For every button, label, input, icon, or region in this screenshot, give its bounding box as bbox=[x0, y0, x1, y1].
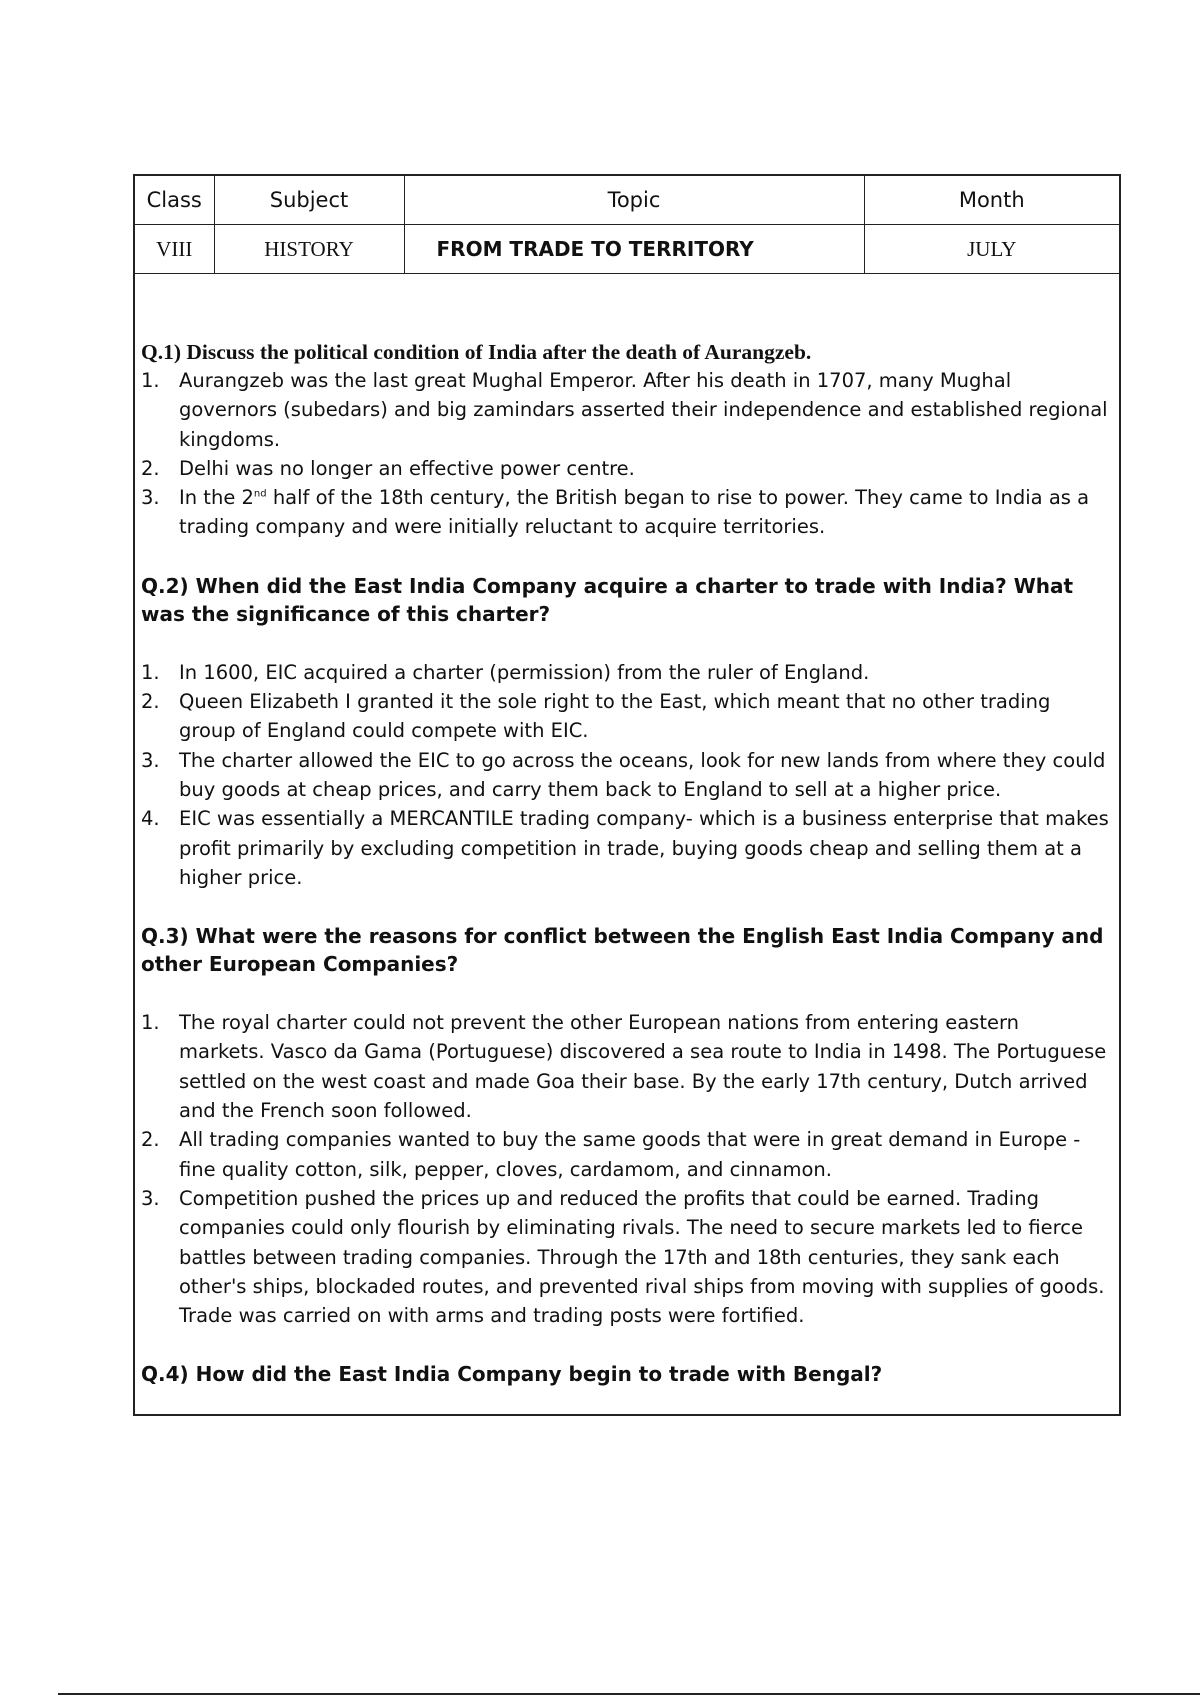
header-values-row bbox=[135, 225, 1119, 274]
answer-item: 4. EIC was essentially a MERCANTILE trading company- which is a business enterprise that makes profit primarily by excluding competition in trade, buying goods cheap and selling them at a higher price. bbox=[141, 807, 1109, 889]
header-table bbox=[135, 176, 1119, 274]
class-value: VIII bbox=[135, 225, 214, 274]
topic-label: Topic bbox=[404, 176, 864, 225]
answer-item: 3. Competition pushed the prices up and reduced the profits that could be earned. Trading companies could only flourish by eliminating rivals. The need to secure markets led to fierce battles between trading companies. Through the 17th and 18th centuries, they sank each other's ships, blockaded routes, and prevented rival ships from moving with supplies of goods. Trade was carried on with arms and trading posts were fortified. bbox=[141, 1186, 1105, 1328]
answer-item: 1. Aurangzeb was the last great Mughal Emperor. After his death in 1707, many Mughal governors (subedars) and big zamindars asserted their independence and established regional kingdoms. bbox=[141, 369, 1108, 451]
answer-item: 3. The charter allowed the EIC to go across the oceans, look for new lands from where they could buy goods at cheap prices, and carry them back to England to sell at a higher price. bbox=[141, 748, 1106, 801]
topic-value: FROM TRADE TO TERRITORY bbox=[404, 225, 864, 274]
subject-value: HISTORY bbox=[214, 225, 404, 274]
subject-label: Subject bbox=[214, 176, 404, 225]
month-label: Month bbox=[864, 176, 1119, 225]
answer-item: 1. In 1600, EIC acquired a charter (permission) from the ruler of England. bbox=[141, 660, 870, 684]
answer-list-1 bbox=[141, 366, 1109, 542]
question-3: Q.3) What were the reasons for conflict between the English East India Company and other European Companies? bbox=[141, 924, 1104, 977]
bottom-rule bbox=[58, 1693, 1200, 1695]
answer-item: 2. Delhi was no longer an effective power centre. bbox=[141, 456, 635, 480]
content-area bbox=[135, 274, 1119, 1414]
month-value: JULY bbox=[864, 225, 1119, 274]
header-labels-row bbox=[135, 176, 1119, 225]
answer-item: 2. All trading companies wanted to buy the same goods that were in great demand in Europe - fine quality cotton, silk, pepper, cloves, cardamom, and cinnamon. bbox=[141, 1128, 1081, 1181]
answer-item: 1. The royal charter could not prevent the other European nations from entering eastern markets. Vasco da Gama (Portuguese) discovered a sea route to India in 1498. The Portuguese settled on the west coast and made Goa their base. By the early 17th century, Dutch arrived and the French soon followed. bbox=[141, 1011, 1107, 1123]
question-4: Q.4) How did the East India Company begin to trade with Bengal? bbox=[141, 1362, 883, 1387]
worksheet-box bbox=[133, 174, 1121, 1416]
answer-list-3 bbox=[141, 1008, 1109, 1330]
answer-item: 2. Queen Elizabeth I granted it the sole right to the East, which meant that no other trading group of England could compete with EIC. bbox=[141, 690, 1051, 743]
question-1: Q.1) Discuss the political condition of India after the death of Aurangzeb. bbox=[141, 340, 812, 364]
answer-list-2 bbox=[141, 658, 1109, 892]
class-label: Class bbox=[135, 176, 214, 225]
answer-item: 3. In the 2nd half of the 18th century, the British began to rise to power. They came to India as a trading company and were initially reluctant to acquire territories. bbox=[141, 486, 1090, 539]
question-2: Q.2) When did the East India Company acquire a charter to trade with India? What was the significance of this charter? bbox=[141, 573, 1074, 626]
